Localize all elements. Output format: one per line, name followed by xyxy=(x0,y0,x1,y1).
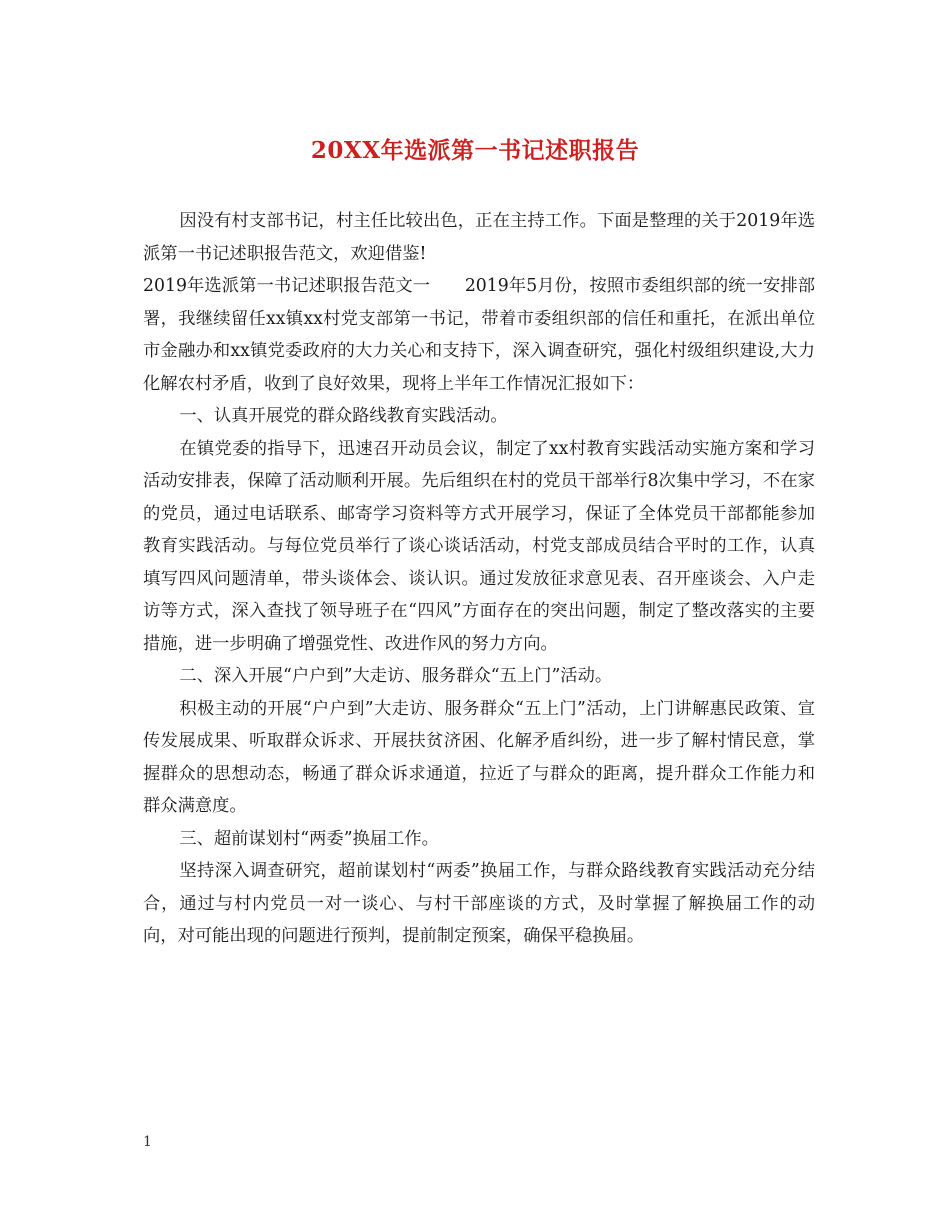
document-body xyxy=(143,205,815,953)
paragraph-section-3: 坚持深入调查研究，超前谋划村“两委”换届工作，与群众路线教育实践活动充分结合，通过与村内党员一对一谈心、与村干部座谈的方式，及时掌握了解换届工作的动向，对可能出现的问题进行预判，提前制定预案，确保平稳换届。 xyxy=(143,861,815,946)
paragraph-section-2: 积极主动的开展“户户到”大走访、服务群众“五上门”活动，上门讲解惠民政策、宣传发展成果、听取群众诉求、开展扶贫济困、化解矛盾纠纷，进一步了解村情民意，掌握群众的思想动态，畅通了群众诉求通道，拉近了与群众的距离，提升群众工作能力和群众满意度。 xyxy=(143,698,815,816)
page-number: 1 xyxy=(143,1134,152,1150)
section-heading-2: 二、深入开展“户户到”大走访、服务群众“五上门”活动。 xyxy=(179,666,613,686)
document-title: 20XX年选派第一书记述职报告 xyxy=(310,137,640,164)
paragraph-opening: 2019年选派第一书记述职报告范文一 2019年5月份，按照市委组织部的统一安排部署，我继续留任xx镇xx村党支部第一书记，带着市委组织部的信任和重托，在派出单位市金融办和xx镇党委政府的大力关心和支持下，深入调查研究，强化村级组织建设,大力化解农村矛盾，收到了良好效果，现将上半年工作情况汇报如下： xyxy=(143,276,815,394)
paragraph-intro: 因没有村支部书记，村主任比较出色，正在主持工作。下面是整理的关于2019年选派第一书记述职报告范文，欢迎借鉴! xyxy=(143,211,815,264)
section-heading-1: 一、认真开展党的群众路线教育实践活动。 xyxy=(179,406,508,426)
paragraph-section-1: 在镇党委的指导下，迅速召开动员会议，制定了xx村教育实践活动实施方案和学习活动安排表，保障了活动顺利开展。先后组织在村的党员干部举行8次集中学习，不在家的党员，通过电话联系、邮寄学习资料等方式开展学习，保证了全体党员干部都能参加教育实践活动。与每位党员举行了谈心谈话活动，村党支部成员结合平时的工作，认真填写四风问题清单，带头谈体会、谈认识。通过发放征求意见表、召开座谈会、入户走访等方式，深入查找了领导班子在“四风”方面存在的突出问题，制定了整改落实的主要措施，进一步明确了增强党性、改进作风的努力方向。 xyxy=(143,438,815,654)
section-heading-3: 三、超前谋划村“两委”换届工作。 xyxy=(179,828,439,849)
